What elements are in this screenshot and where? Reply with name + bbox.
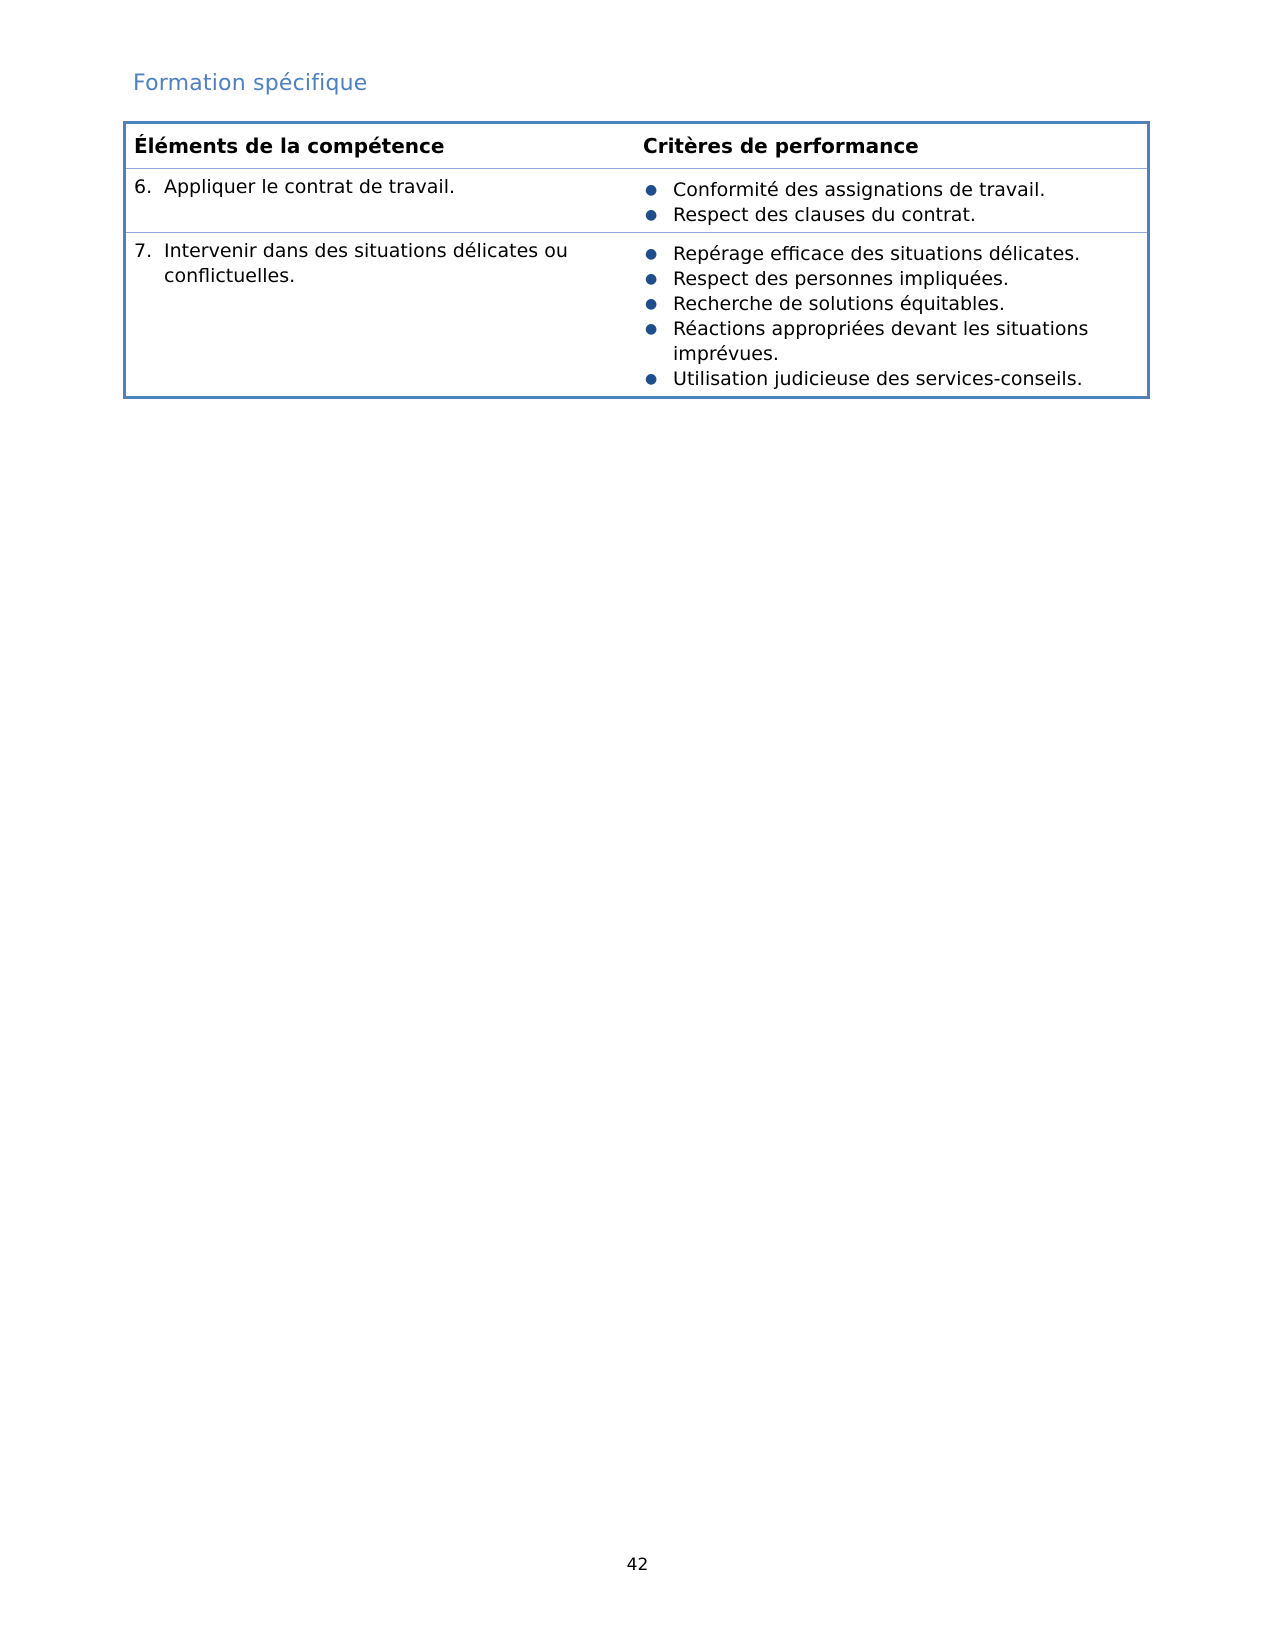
criteria-item xyxy=(643,242,1139,267)
element-number: 7. xyxy=(134,240,153,262)
criteria-item xyxy=(643,267,1139,292)
competence-table xyxy=(123,121,1150,399)
criteria-text: Recherche de solutions équitables. xyxy=(673,293,1005,315)
bullet-dot-icon: ● xyxy=(645,321,658,337)
criteria-text: Respect des personnes impliquées. xyxy=(673,268,1009,290)
table-header-row xyxy=(125,123,1149,169)
criteria-text: Respect des clauses du contrat. xyxy=(673,204,976,226)
element-cell xyxy=(125,169,636,233)
criteria-item xyxy=(643,292,1139,317)
criteria-item xyxy=(643,178,1139,203)
element-cell xyxy=(125,233,636,398)
criteria-list xyxy=(643,178,1139,228)
criteria-text: Repérage efficace des situations délicates. xyxy=(673,243,1081,265)
element-text: Intervenir dans des situations délicates ou conflictuelles. xyxy=(164,240,568,287)
bullet-dot-icon: ● xyxy=(645,296,658,312)
criteria-item xyxy=(643,203,1139,228)
table-row xyxy=(125,169,1149,233)
criteria-cell xyxy=(635,169,1148,233)
bullet-dot-icon: ● xyxy=(645,246,658,262)
table-row xyxy=(125,233,1149,398)
criteria-text: Utilisation judicieuse des services-conseils. xyxy=(673,368,1083,390)
criteria-text: Conformité des assignations de travail. xyxy=(673,179,1046,201)
bullet-dot-icon: ● xyxy=(645,182,658,198)
criteria-item xyxy=(643,367,1139,392)
element-text: Appliquer le contrat de travail. xyxy=(164,176,456,198)
page-number: 42 xyxy=(626,1555,649,1575)
header-criteria: Critères de performance xyxy=(643,134,919,158)
section-title: Formation spécifique xyxy=(133,71,368,96)
header-elements: Éléments de la compétence xyxy=(134,134,445,158)
bullet-dot-icon: ● xyxy=(645,271,658,287)
criteria-list xyxy=(643,242,1139,392)
bullet-dot-icon: ● xyxy=(645,371,658,387)
element-item xyxy=(134,175,627,200)
criteria-cell xyxy=(635,233,1148,398)
element-item xyxy=(134,239,627,289)
criteria-item xyxy=(643,317,1139,367)
bullet-dot-icon: ● xyxy=(645,207,658,223)
criteria-text: Réactions appropriées devant les situations imprévues. xyxy=(673,318,1089,365)
element-number: 6. xyxy=(134,176,153,198)
